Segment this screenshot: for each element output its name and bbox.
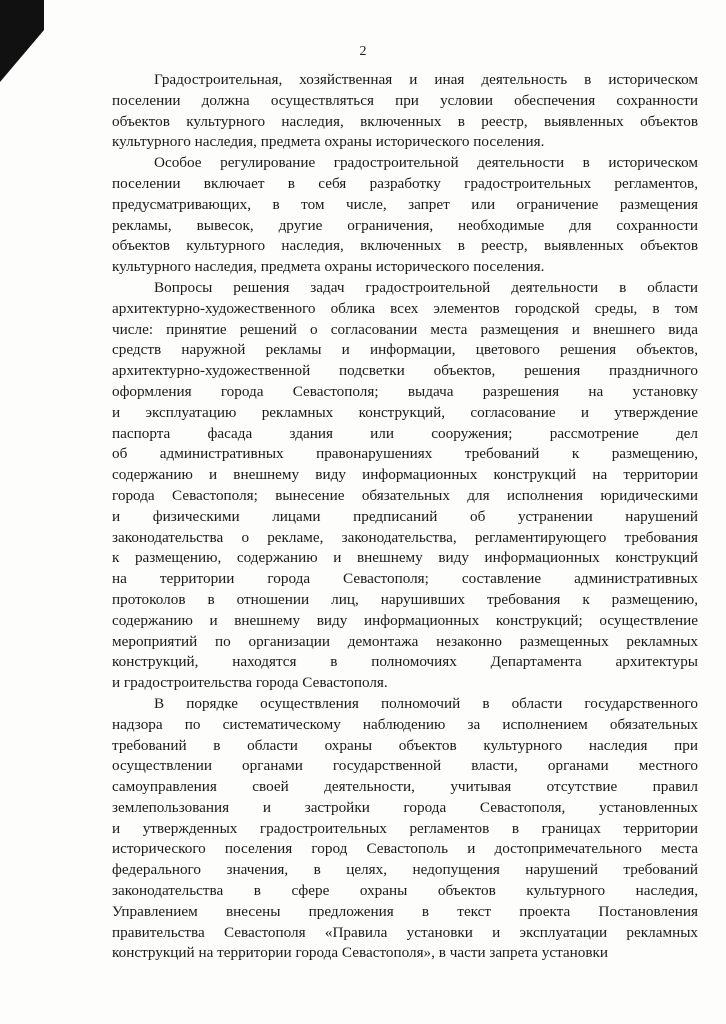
text-line: и эксплуатацию рекламных конструкций, согласование и утверждение — [112, 403, 698, 421]
text-line: правительства Севастополя «Правила установки и эксплуатации рекламных — [112, 923, 698, 941]
text-line: самоуправления своей деятельности, учитывая отсутствие правил — [112, 778, 698, 796]
text-line: федерального значения, в целях, недопущения нарушений требований — [112, 861, 698, 879]
text-line: и утвержденных градостроительных регламентов в границах территории — [112, 819, 698, 837]
text-line: Управлением внесены предложения в текст проекта Постановления — [112, 902, 698, 920]
text-line: конструкций на территории города Севастополя», в части запрета установки — [112, 944, 609, 962]
text-line: культурного наследия, предмета охраны исторического поселения. — [112, 133, 545, 151]
text-line: В порядке осуществления полномочий в области государственного — [154, 694, 698, 712]
text-line: исторического поселения город Севастополь и достопримечательного места — [112, 840, 698, 858]
text-line: конструкций, находятся в полномочиях Департамента архитектуры — [112, 653, 698, 671]
text-line: Особое регулирование градостроительной деятельности в историческом — [154, 154, 698, 172]
text-line: Градостроительная, хозяйственная и иная деятельность в историческом — [154, 71, 698, 88]
text-line: города Севастополя; вынесение обязательных для исполнения юридическими — [112, 486, 698, 504]
text-line: к размещению, содержанию и внешнему виду информационных конструкций — [112, 549, 698, 567]
text-line: надзора по систематическому наблюдению за исполнением обязательных — [112, 715, 698, 733]
page-number: 2 — [359, 44, 367, 59]
text-line: об административных правонарушениях требований к размещению, — [112, 445, 698, 463]
text-line: законодательства в сфере охраны объектов культурного наследия, — [112, 882, 698, 900]
paragraph-4 — [112, 694, 698, 964]
text-line: числе: принятие решений о согласовании места размещения и внешнего вида — [112, 320, 698, 338]
paragraph-1 — [112, 70, 698, 153]
text-line: оформления города Севастополя; выдача разрешения на установку — [112, 382, 698, 400]
text-line: архитектурно-художественного облика всех элементов городской среды, в том — [112, 299, 698, 317]
text-line: паспорта фасада здания или сооружения; рассмотрение дел — [112, 424, 698, 442]
text-line: средств наружной рекламы и информации, цветового решения объектов, — [112, 341, 698, 359]
text-line: архитектурно-художественной подсветки объектов, решения праздничного — [112, 362, 698, 380]
text-line: осуществлении органами государственной власти, органами местного — [112, 757, 698, 775]
paragraph-3 — [112, 278, 698, 694]
text-line: требований в области охраны объектов культурного наследия при — [112, 736, 698, 754]
text-line: поселении должна осуществляться при условии обеспечения сохранности — [112, 91, 698, 109]
text-line: рекламы, вывесок, другие ограничения, необходимые для сохранности — [112, 216, 698, 234]
document-body — [112, 70, 698, 964]
text-line: объектов культурного наследия, включенных в реестр, выявленных объектов — [112, 237, 698, 255]
text-line: мероприятий по организации демонтажа незаконно размещенных рекламных — [112, 632, 698, 650]
paragraph-2 — [112, 153, 698, 278]
text-line: на территории города Севастополя; составление административных — [112, 570, 698, 588]
text-line: протоколов в отношении лиц, нарушивших требования к размещению, — [112, 590, 698, 608]
text-line: законодательства о рекламе, законодательства, регламентирующего требования — [112, 528, 698, 546]
scan-corner-shadow — [0, 0, 44, 82]
text-line: Вопросы решения задач градостроительной деятельности в области — [154, 278, 698, 296]
text-line: культурного наследия, предмета охраны исторического поселения. — [112, 258, 545, 276]
text-line: объектов культурного наследия, включенных в реестр, выявленных объектов — [112, 112, 698, 130]
text-line: и физическими лицами предписаний об устранении нарушений — [112, 507, 698, 525]
text-line: поселении включает в себя разработку градостроительных регламентов, — [112, 174, 698, 192]
text-line: землепользования и застройки города Севастополя, установленных — [112, 798, 698, 816]
text-line: содержанию и внешнему виду информационных конструкций; осуществление — [112, 611, 698, 629]
text-line: предусматривающих, в том числе, запрет или ограничение размещения — [112, 195, 698, 213]
text-line: содержанию и внешнему виду информационных конструкций на территории — [112, 466, 698, 484]
text-line: и градостроительства города Севастополя. — [112, 674, 388, 692]
